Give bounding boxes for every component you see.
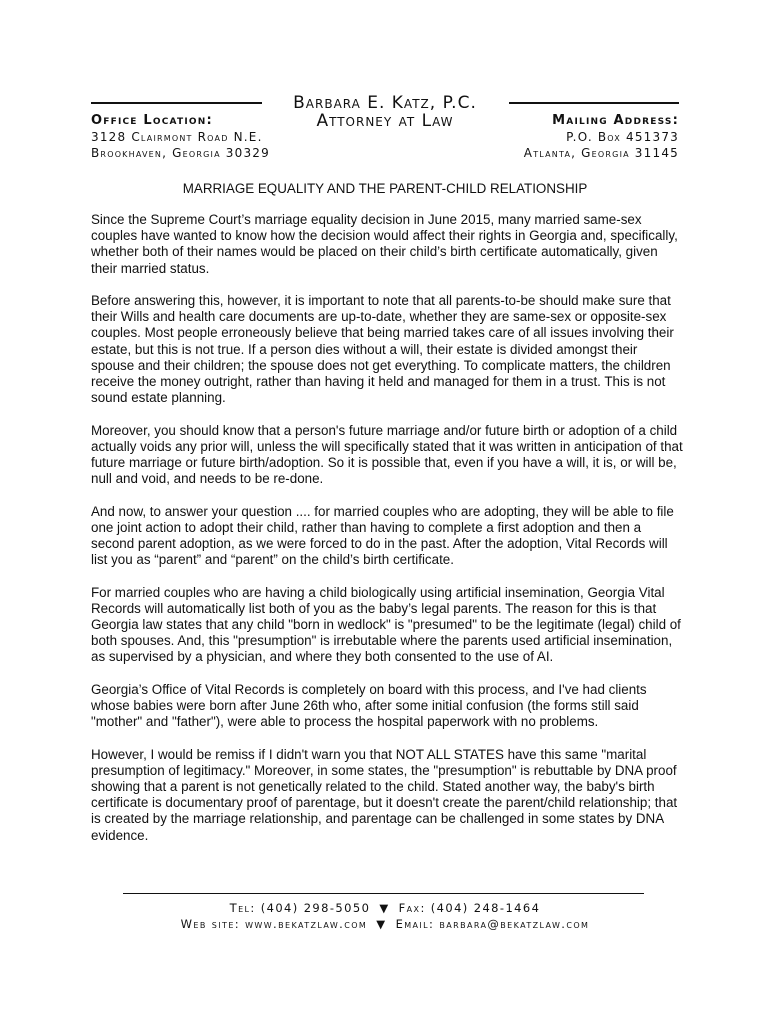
body-paragraph: Since the Supreme Court’s marriage equality decision in June 2015, many married same-sex couples have wanted to know how the decision would affect their rights in Georgia and, specifically, whether both of their names would be placed on their child’s birth certificate automatically, given their married status. xyxy=(91,212,678,276)
footer-website: Web site: www.bekatzlaw.com xyxy=(180,917,368,931)
mailing-address-heading: Mailing Address: xyxy=(552,113,679,128)
office-location xyxy=(91,113,270,161)
footer-contact-line xyxy=(0,900,770,916)
office-street: 3128 Clairmont Road N.E. xyxy=(91,130,263,144)
mailing-po-box: P.O. Box 451373 xyxy=(566,130,679,144)
body-paragraph: And now, to answer your question .... for married couples who are adopting, they will be able to file one joint action to adopt their child, rather than having to complete a first adoption and then a second parent adoption, as we were forced to do in the past. After the adoption, Vital Records will list you as “parent” and “parent” on the child’s birth certificate. xyxy=(91,503,674,568)
footer-telephone: Tel: (404) 298-5050 xyxy=(229,901,371,915)
body-paragraph: However, I would be remiss if I didn't warn you that NOT ALL STATES have this same "marital presumption of legitimacy." Moreover, in some states, the "presumption" is rebuttable by DNA proof showing that a parent is not genetically related to the child. Stated another way, the baby's birth certificate is documentary proof of parentage, but it doesn't create the parent/child relationship; that is created by the marriage relationship, and parentage can be challenged in some states by DNA evidence. xyxy=(91,746,678,843)
body-paragraph: For married couples who are having a child biologically using artificial insemination, Georgia Vital Records will automatically list both of you as the baby’s legal parents. The reason for this is that Georgia law states that any child "born in wedlock" is "presumed" to be the legitimate (legal) child of both spouses. And, this "presumption" is irrebutable where the parents used artificial insemination, as supervised by a physician, and where they both consented to the use of AI. xyxy=(91,584,681,665)
footer-email: Email: barbara@bekatzlaw.com xyxy=(395,917,590,931)
document-body xyxy=(91,212,683,860)
body-paragraph: Georgia’s Office of Vital Records is completely on board with this process, and I've had clients whose babies were born after June 26th who, after some initial confusion (the forms still said "mother" and "father"), were able to process the hospital paperwork with no problems. xyxy=(91,681,647,730)
separator-icon: ▼ xyxy=(376,917,387,931)
body-paragraph: Moreover, you should know that a person's future marriage and/or future birth or adoption of a child actually voids any prior will, unless the will specifically stated that it was written in anticipation of that future marriage or future birth/adoption. So it is possible that, even if you have a will, it is, or will be, null and void, and needs to be re-done. xyxy=(91,422,683,487)
body-paragraph: Before answering this, however, it is important to note that all parents-to-be should make sure that their Wills and health care documents are up-to-date, whether they are same-sex or opposite-sex couples. Most people erroneously believe that being married takes care of all issues involving their estate, but this is not true. If a person dies without a will, their estate is divided amongst their spouse and their children; the spouse does not get everything. To complicate matters, the children receive the money outright, rather than having it held and managed for them in a trust. This is not sound estate planning. xyxy=(91,293,674,406)
footer-rule xyxy=(123,893,644,894)
document-title: MARRIAGE EQUALITY AND THE PARENT-CHILD RELATIONSHIP xyxy=(182,181,588,196)
footer-fax: Fax: (404) 248-1464 xyxy=(398,901,541,915)
office-city: Brookhaven, Georgia 30329 xyxy=(91,146,270,160)
footer-web-line xyxy=(0,916,770,932)
letterhead xyxy=(0,0,770,170)
mailing-city: Atlanta, Georgia 31145 xyxy=(523,146,679,160)
firm-name: Barbara E. Katz, P.C. xyxy=(293,93,477,113)
separator-icon: ▼ xyxy=(379,901,390,915)
firm-subtitle: Attorney at Law xyxy=(316,111,454,131)
office-location-heading: Office Location: xyxy=(91,113,213,128)
mailing-address xyxy=(524,113,679,161)
